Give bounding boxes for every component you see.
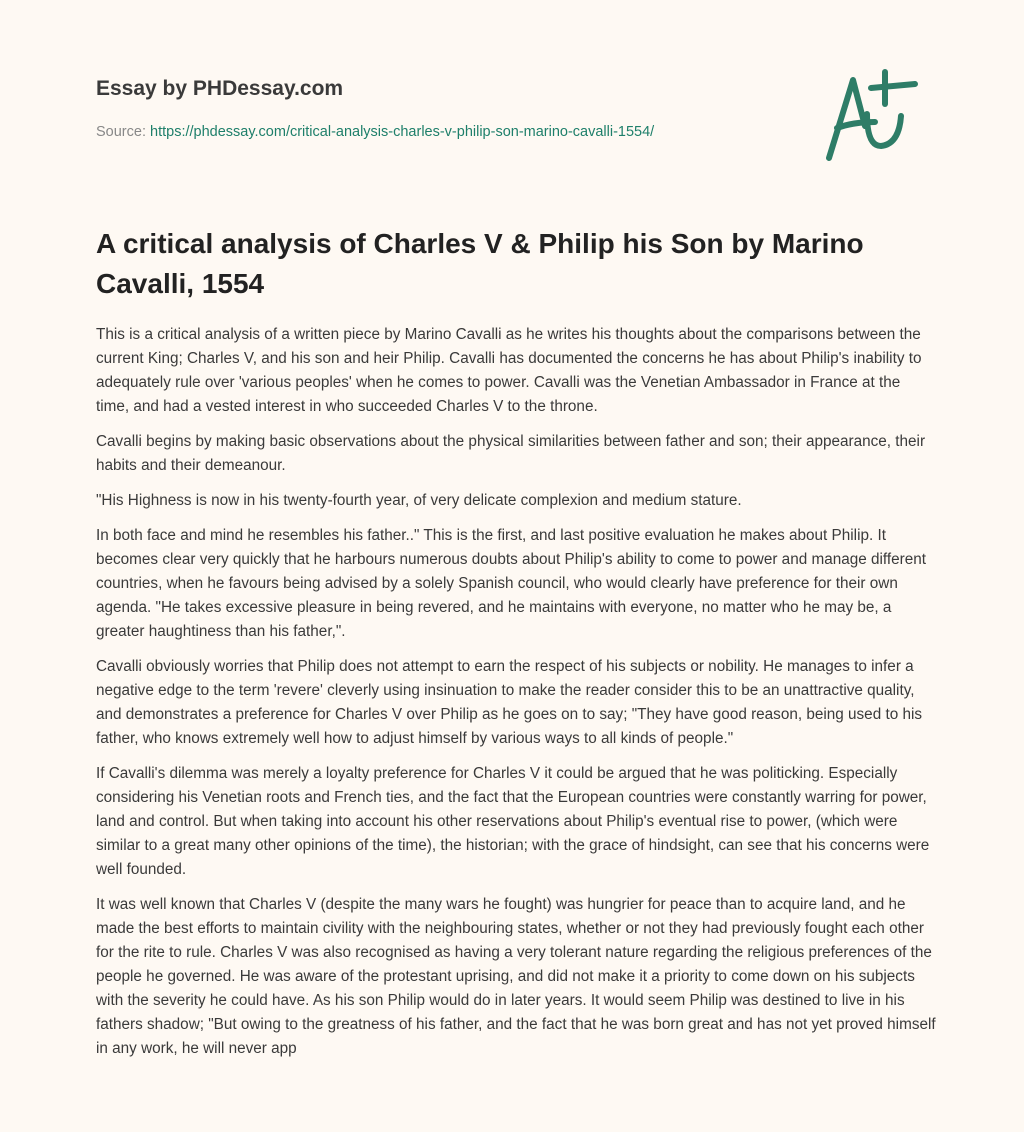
- source-line: [96, 124, 654, 140]
- paragraph: Cavalli begins by making basic observations about the physical similarities between father and son; their appearance, their habits and their demeanour.: [96, 433, 926, 474]
- source-link[interactable]: https://phdessay.com/critical-analysis-charles-v-philip-son-marino-cavalli-1554/: [150, 124, 655, 140]
- a-plus-logo-icon: [815, 66, 930, 166]
- essay-title: A critical analysis of Charles V & Philip his Son by Marino Cavalli, 1554: [96, 228, 864, 299]
- paragraph: It was well known that Charles V (despite the many wars he fought) was hungrier for peace than to acquire land, and he made the best efforts to maintain civility with the neighbouring states, whether or not they had previously fought each other for the rite to rule. Charles V was also recognised as having a very tolerant nature regarding the religious preferences of the people he governed. He was aware of the protestant uprising, and did not make it a priority to come down on his subjects with the severity he could have. As his son Philip would do in later years. It would seem Philip was destined to live in his fathers shadow; "But owing to the greatness of his father, and the fact that he was born great and has not yet proved himself in any work, he will never app: [96, 896, 936, 1057]
- paragraph: "His Highness is now in his twenty-fourth year, of very delicate complexion and medium stature.: [96, 492, 742, 509]
- paragraph: This is a critical analysis of a written piece by Marino Cavalli as he writes his thoughts about the comparisons between the current King; Charles V, and his son and heir Philip. Cavalli has documented the concerns he has about Philip's inability to adequately rule over 'various peoples' when he comes to power. Cavalli was the Venetian Ambassador in France at the time, and had a vested interest in who succeeded Charles V to the throne.: [96, 326, 922, 415]
- paragraph: If Cavalli's dilemma was merely a loyalty preference for Charles V it could be argued that he was politicking. Especially considering his Venetian roots and French ties, and the fact that the European countries were constantly warring for power, land and control. But when taking into account his other reservations about Philip's eventual rise to power, (which were similar to a great many other opinions of the time), the historian; with the grace of hindsight, can see that his concerns were well founded.: [96, 765, 930, 878]
- site-brand: Essay by PHDessay.com: [96, 77, 344, 100]
- source-label: Source:: [96, 124, 146, 140]
- essay-body: [96, 323, 936, 1072]
- paragraph: In both face and mind he resembles his father.." This is the first, and last positive evaluation he makes about Philip. It becomes clear very quickly that he harbours numerous doubts about Philip's ability to come to power and manage different countries, when he favours being advised by a solely Spanish council, who would clearly have preference for their own agenda. "He takes excessive pleasure in being revered, and he maintains with everyone, no matter who he may be, a greater haughtiness than his father,".: [96, 527, 926, 640]
- paragraph: Cavalli obviously worries that Philip does not attempt to earn the respect of his subjects or nobility. He manages to infer a negative edge to the term 'revere' cleverly using insinuation to make the reader consider this to be an unattractive quality, and demonstrates a preference for Charles V over Philip as he goes on to say; "They have good reason, being used to his father, who knows extremely well how to adjust himself by various ways to all kinds of people.": [96, 658, 923, 747]
